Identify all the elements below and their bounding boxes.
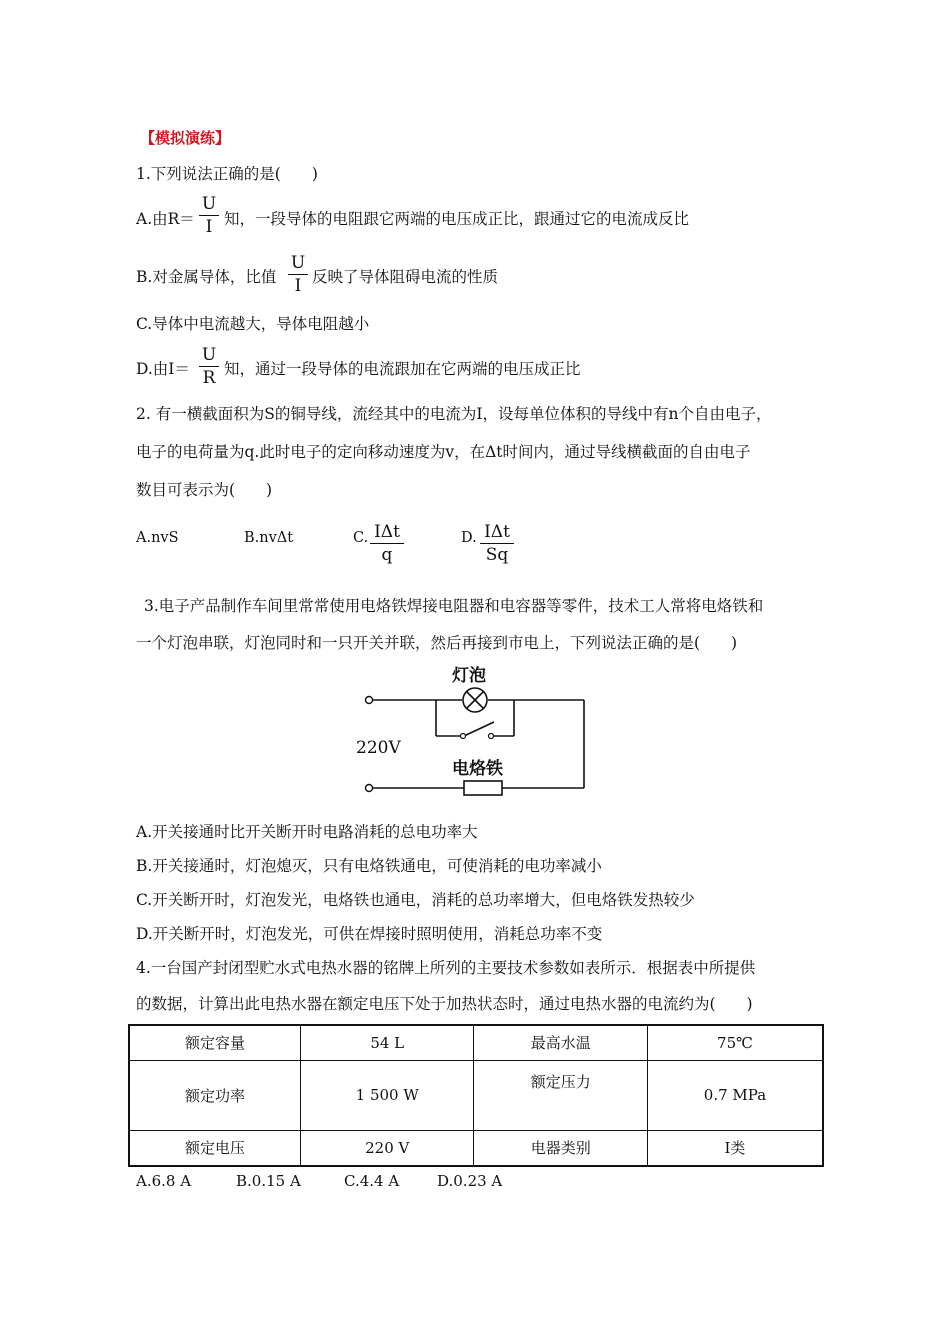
fraction-denominator: I (294, 276, 302, 296)
q3-option-a: A.开关接通时比开关断开时电路消耗的总电功率大 (136, 823, 478, 841)
q2-option-b: B.nvΔt (244, 530, 294, 546)
fraction-denominator: q (381, 545, 393, 565)
fraction-denominator: I (205, 217, 213, 237)
q1-option-b-prefix: B.对金属导体，比值 (136, 268, 277, 286)
table-cell: 1 500 W (300, 1060, 474, 1130)
section-title: 【模拟演练】 (140, 129, 231, 147)
table-cell: 电器类别 (474, 1130, 647, 1166)
table-cell: 220 V (300, 1130, 474, 1166)
q2-option-a: A.nvS (136, 530, 179, 546)
table-cell: 额定功率 (129, 1060, 300, 1130)
q4-line-2: 的数据，计算出此电热水器在额定电压下处于加热状态时，通过电热水器的电流约为( ) (136, 995, 753, 1013)
table-cell: 额定容量 (129, 1025, 300, 1060)
q1-option-a-fraction (199, 194, 219, 237)
fraction-numerator: U (290, 253, 306, 273)
q3-line-1: 3.电子产品制作车间里常常使用电烙铁焊接电阻器和电容器等零件，技术工人常将电烙铁和 (144, 597, 764, 615)
table-cell: 最高水温 (474, 1025, 647, 1060)
q3-line-2: 一个灯泡串联，灯泡同时和一只开关并联，然后再接到市电上，下列说法正确的是( ) (136, 634, 738, 652)
table-cell: 75℃ (647, 1025, 823, 1060)
q1-option-c: C.导体中电流越大，导体电阻越小 (136, 315, 370, 333)
voltage-label: 220V (356, 738, 401, 758)
q2-option-d-label: D. (461, 530, 477, 546)
spec-table (128, 1024, 824, 1167)
q1-option-b-fraction (288, 253, 308, 296)
soldering-iron-resistor-icon (464, 781, 502, 795)
fraction-numerator: IΔt (374, 522, 400, 542)
fraction-denominator: Sq (485, 545, 509, 565)
q1-option-a-prefix: A.由R＝ (136, 210, 195, 228)
q1-option-d-fraction (199, 345, 219, 388)
q3-option-b: B.开关接通时，灯泡熄灭，只有电烙铁通电，可使消耗的电功率减小 (136, 857, 602, 875)
q1-option-a-text: 知，一段导体的电阻跟它两端的电压成正比，跟通过它的电流成反比 (224, 210, 690, 228)
q4-option-c: C.4.4 A (344, 1172, 400, 1190)
table-cell: 额定压力 (474, 1060, 647, 1130)
terminal-bottom-icon (366, 785, 373, 792)
table-cell: 0.7 MPa (647, 1060, 823, 1130)
table-row (129, 1130, 823, 1166)
fraction-numerator: IΔt (484, 522, 510, 542)
q1-stem: 1.下列说法正确的是( ) (136, 165, 318, 183)
soldering-iron-label: 电烙铁 (452, 759, 503, 779)
q1-option-d-prefix: D.由I＝ (136, 360, 190, 378)
table-row (129, 1060, 823, 1130)
q2-line-1: 2. 有一横截面积为S的铜导线，流经其中的电流为I，设每单位体积的导线中有n个自由电子， (136, 405, 772, 423)
q4-line-1: 4.一台国产封闭型贮水式电热水器的铭牌上所列的主要技术参数如表所示．根据表中所提供 (136, 959, 756, 977)
q4-option-b: B.0.15 A (236, 1172, 301, 1190)
q4-option-d: D.0.23 A (437, 1172, 503, 1190)
q2-option-d-fraction (480, 522, 514, 565)
terminal-top-icon (366, 697, 373, 704)
q2-line-2: 电子的电荷量为q.此时电子的定向移动速度为v，在Δt时间内，通过导线横截面的自由电子 (136, 443, 751, 461)
q3-option-c: C.开关断开时，灯泡发光，电烙铁也通电，消耗的总功率增大，但电烙铁发热较少 (136, 891, 695, 909)
table-cell: 额定电压 (129, 1130, 300, 1166)
fraction-denominator: R (202, 368, 216, 388)
q2-option-c-fraction (370, 522, 404, 565)
table-cell: 54 L (300, 1025, 474, 1060)
q3-option-d: D.开关断开时，灯泡发光，可供在焊接时照明使用，消耗总功率不变 (136, 925, 603, 943)
fraction-numerator: U (201, 194, 217, 214)
q2-line-3: 数目可表示为( ) (136, 481, 273, 499)
fraction-numerator: U (201, 345, 217, 365)
q4-option-a: A.6.8 A (136, 1172, 192, 1190)
q2-option-c-label: C. (353, 530, 369, 546)
q1-option-b-text: 反映了导体阻碍电流的性质 (312, 268, 499, 286)
table-row (129, 1025, 823, 1060)
lamp-label: 灯泡 (452, 666, 486, 686)
table-cell: Ⅰ类 (647, 1130, 823, 1166)
q1-option-d-text: 知，通过一段导体的电流跟加在它两端的电压成正比 (224, 360, 581, 378)
